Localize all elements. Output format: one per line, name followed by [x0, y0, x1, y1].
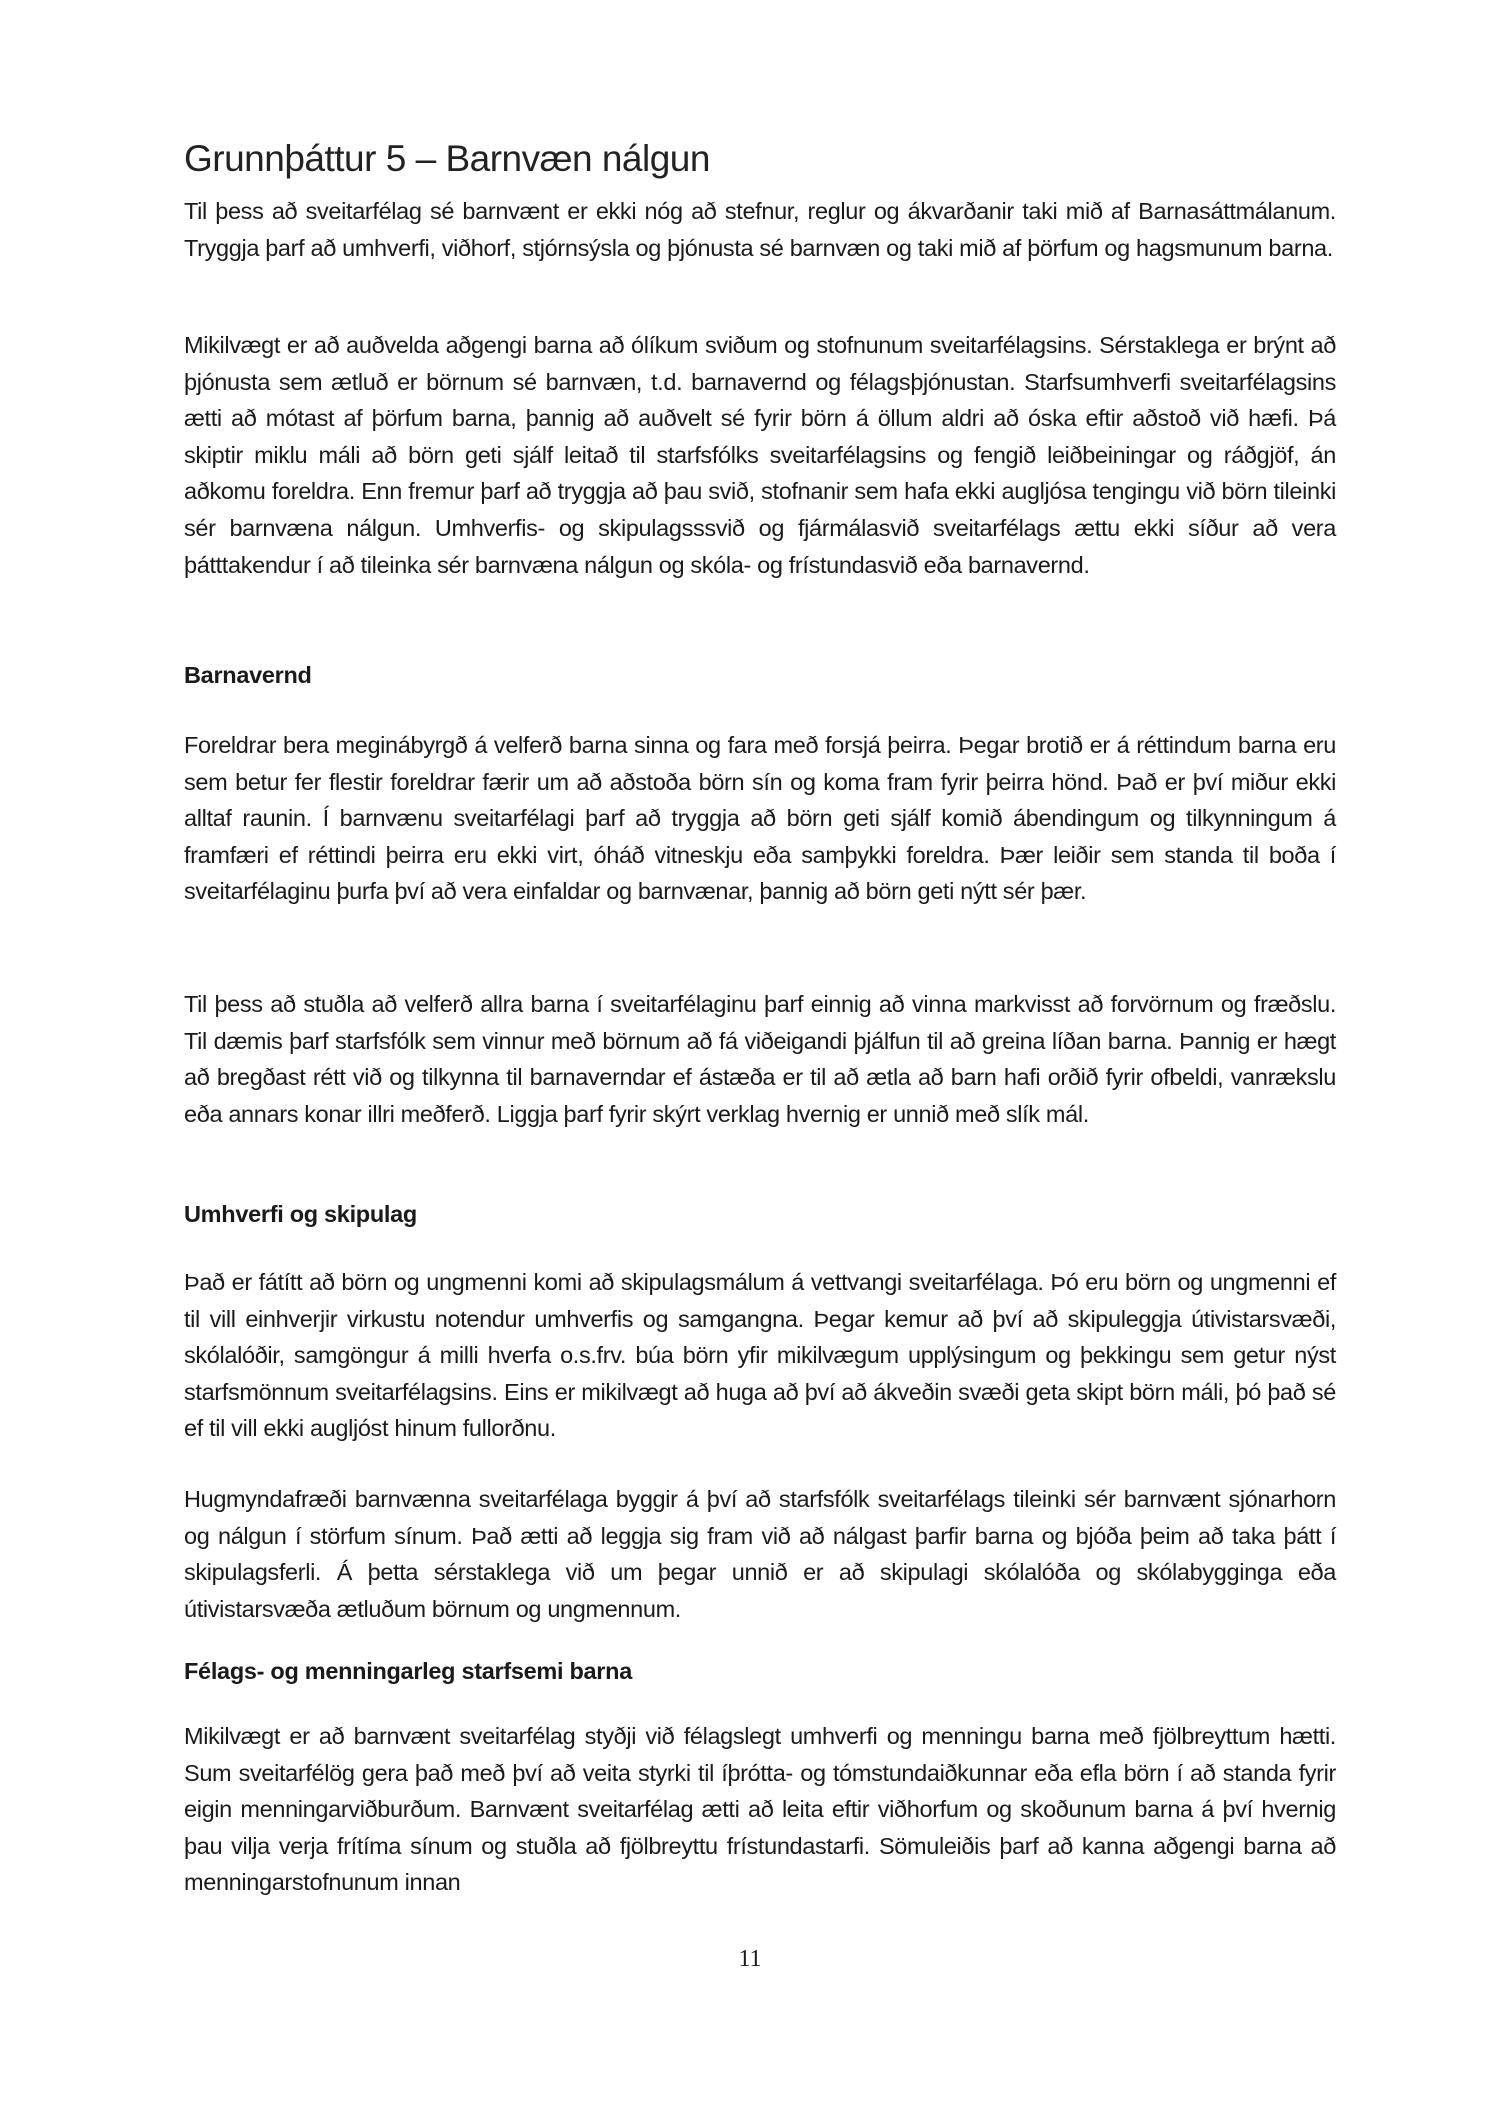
paragraph-barnavernd-2: Til þess að stuðla að velferð allra barna í sveitarfélaginu þarf einnig að vinna markvisst að forvörnum og fræðslu. Til dæmis þarf starfsfólk sem vinnur með börnum að fá viðeigandi þjálfun til að greina líðan barna. Þannig er hægt að bregðast rétt við og tilkynna til barnaverndar ef ástæða er til að ætla að barn hafi orðið fyrir ofbeldi, vanrækslu eða annars konar illri meðferð. Liggja þarf fyrir skýrt verklag hvernig er unnið með slík mál. — [184, 991, 1336, 1127]
paragraph-umhverfi-2: Hugmyndafræði barnvænna sveitarfélaga byggir á því að starfsfólk sveitarfélags tileinki sér barnvænt sjónarhorn og nálgun í störfum sínum. Það ætti að leggja sig fram við að nálgast þarfir barna og bjóða þeim að taka þátt í skipulagsferli. Á þetta sérstaklega við um þegar unnið er að skipulagi skólalóða og skólabygginga eða útivistarsvæða ætluðum börnum og ungmennum. — [184, 1486, 1336, 1622]
paragraph-barnavernd-1: Foreldrar bera meginábyrgð á velferð barna sinna og fara með forsjá þeirra. Þegar brotið er á réttindum barna eru sem betur fer flestir foreldrar færir um að aðstoða börn sín og koma fram fyrir þeirra hönd. Það er því miður ekki alltaf raunin. Í barnvænu sveitarfélagi þarf að tryggja að börn geti sjálf komið ábendingum og tilkynningum á framfæri ef réttindi þeirra eru ekki virt, óháð vitneskju eða samþykki foreldra. Þær leiðir sem standa til boða í sveitarfélaginu þurfa því að vera einfaldar og barnvænar, þannig að börn geti nýtt sér þær. — [184, 732, 1336, 905]
heading-barnavernd: Barnavernd — [184, 662, 312, 688]
heading-felags: Félags- og menningarleg starfsemi barna — [184, 1658, 632, 1684]
page-title: Grunnþáttur 5 – Barnvæn nálgun — [184, 138, 710, 179]
paragraph-access: Mikilvægt er að auðvelda aðgengi barna að ólíkum sviðum og stofnunum sveitarfélagsins. Sérstaklega er brýnt að þjónusta sem ætluð er börnum sé barnvæn, t.d. barnavernd og félagsþjónustan. Starfsumhverfi sveitarfélagsins ætti að mótast af þörfum barna, þannig að auðvelt sé fyrir börn á öllum aldri að óska eftir aðstoð við hæfi. Þá skiptir miklu máli að börn geti sjálf leitað til starfsfólks sveitarfélagsins og fengið leiðbeiningar og ráðgjöf, án aðkomu foreldra. Enn fremur þarf að tryggja að þau svið, stofnanir sem hafa ekki augljósa tengingu við börn tileinki sér barnvæna nálgun. Umhverfis- og skipulagsssvið og fjármálasvið sveitarfélags ættu ekki síður að vera þátttakendur í að tileinka sér barnvæna nálgun og skóla- og frístundasvið eða barnavernd. — [184, 332, 1336, 578]
paragraph-umhverfi-1: Það er fátítt að börn og ungmenni komi að skipulagsmálum á vettvangi sveitarfélaga. Þó eru börn og ungmenni ef til vill einhverjir virkustu notendur umhverfis og samgangna. Þegar kemur að því að skipuleggja útivistarsvæði, skólalóðir, samgöngur á milli hverfa o.s.frv. búa börn yfir mikilvægum upplýsingum og þekkingu sem getur nýst starfsmönnum sveitarfélagsins. Eins er mikilvægt að huga að því að ákveðin svæði geta skipt börn máli, þó það sé ef til vill ekki augljóst hinum fullorðnu. — [184, 1269, 1336, 1442]
page-number: 11 — [738, 1946, 762, 1972]
paragraph-felags: Mikilvægt er að barnvænt sveitarfélag styðji við félagslegt umhverfi og menningu barna með fjölbreyttum hætti. Sum sveitarfélög gera það með því að veita styrki til íþrótta- og tómstundaiðkunnar eða efla börn í að standa fyrir eigin menningarviðburðum. Barnvænt sveitarfélag ætti að leita eftir viðhorfum og skoðunum barna á því hvernig þau vilja verja frítíma sínum og stuðla að fjölbreyttu frístundastarfi. Sömuleiðis þarf að kanna aðgengi barna að menningarstofnunum innan — [184, 1723, 1336, 1896]
heading-umhverfi: Umhverfi og skipulag — [184, 1201, 417, 1227]
paragraph-intro: Til þess að sveitarfélag sé barnvænt er ekki nóg að stefnur, reglur og ákvarðanir taki mið af Barnasáttmálanum. Tryggja þarf að umhverfi, viðhorf, stjórnsýsla og þjónusta sé barnvæn og taki mið af þörfum og hagsmunum barna. — [184, 198, 1336, 261]
